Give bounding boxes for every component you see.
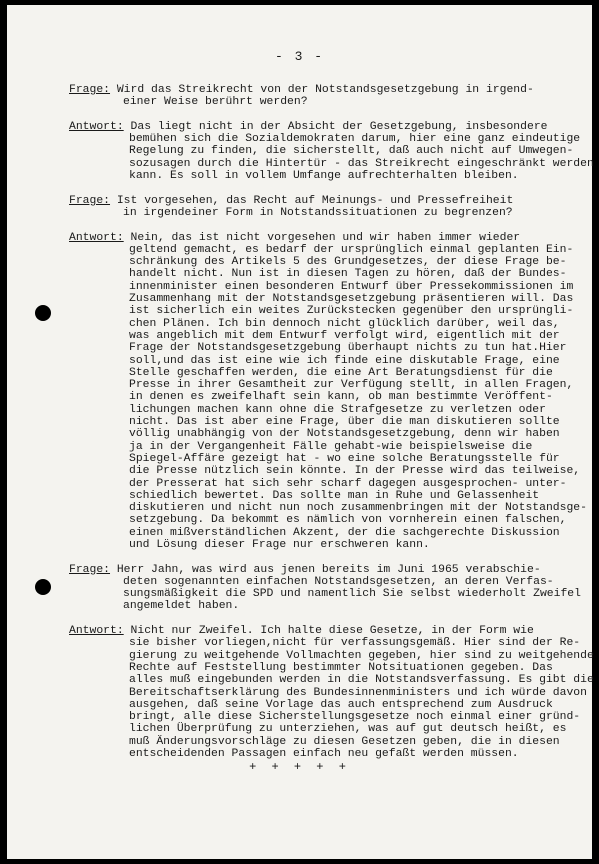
text-line: lichen Überprüfung zu unterziehen, was auf gut deutsch heißt, es xyxy=(129,723,567,736)
line-text: Das liegt nicht in der Absicht der Gesetzgebung, insbesondere xyxy=(123,120,548,133)
text-line: in denen es zweifelhaft sein kann, ob man bestimmte Veröffent- xyxy=(129,391,553,404)
first-line xyxy=(69,195,569,207)
text-line: Bereitschaftserklärung des Bundesinnenministers und ich würde davon xyxy=(129,686,587,699)
text-line: innenminister einen besonderen Entwurf über Pressekommissionen im xyxy=(129,280,574,293)
question-block xyxy=(69,84,569,109)
first-line xyxy=(69,121,569,133)
text-line: Regelung zu finden, die sicherstellt, daß auch nicht auf Umwegen- xyxy=(129,145,574,158)
question-block xyxy=(69,195,569,220)
text-line: soll,und das ist eine wie ich finde eine diskutable Frage, eine xyxy=(129,354,560,367)
text-line: alles muß eingebunden werden in die Notstandsverfassung. Es gibt die xyxy=(129,674,594,687)
text-line: gierung zu weitgehende Vollmachten gegeben, hier sind zu weitgehende xyxy=(129,649,594,662)
text-line: völlig unabhängig von der Notstandsgesetzgebung, denn wir haben xyxy=(129,428,560,441)
text-line: und Lösung dieser Frage nur erschweren kann. xyxy=(129,538,430,551)
text-line: deten sogenannten einfachen Notstandsgesetzen, an deren Verfas- xyxy=(123,575,554,588)
text-line: handelt nicht. Nun ist in diesen Tagen zu hören, daß der Bundes- xyxy=(129,268,567,281)
text-line: entscheidenden Passagen einfach neu gefaßt werden müssen. xyxy=(129,748,519,761)
question-label: Frage: xyxy=(69,563,111,576)
punch-hole-bottom xyxy=(35,579,51,595)
line-text: Wird das Streikrecht von der Notstandsgesetzgebung in irgend- xyxy=(110,84,534,96)
text-line: sungsmäßigkeit die SPD und namentlich Sie selbst wiederholt Zweifel xyxy=(123,588,581,601)
answer-block xyxy=(69,231,587,552)
text-line: schränkung des Artikels 5 des Grundgesetzes, der diese Frage be- xyxy=(129,256,567,269)
text-line: in irgendeiner Form in Notstandssituationen zu begrenzen? xyxy=(123,206,513,219)
text-line: lichungen machen kann ohne die Strafgesetze zu verletzen oder xyxy=(129,403,546,416)
text-line: sie bisher vorliegen,nicht für verfassungsgemäß. Hier sind der Re- xyxy=(129,637,581,650)
first-line xyxy=(69,84,569,96)
first-line xyxy=(69,232,569,244)
text-line: bemühen sich die Sozialdemokraten darum, hier eine ganz eindeutige xyxy=(129,133,581,146)
question-label: Frage: xyxy=(69,84,111,96)
page-number: - 3 - xyxy=(274,49,324,64)
text-line: kann. Es soll in vollem Umfange aufrechterhalten bleiben. xyxy=(129,170,519,183)
text-line: chen Plänen. Ich bin dennoch nicht glücklich darüber, weil das, xyxy=(129,317,560,330)
line-text: Nicht nur Zweifel. Ich halte diese Gesetze, in der Form wie xyxy=(123,625,534,638)
document-page xyxy=(7,5,592,859)
question-label: Frage: xyxy=(69,194,111,207)
text-line: Presse in ihrer Gesamtheit zur Verfügung stellt, in allen Fragen, xyxy=(129,379,574,392)
answer-block xyxy=(69,120,594,183)
answer-label: Antwort: xyxy=(69,120,124,133)
text-line: Rechte auf Feststellung bestimmter Notsituationen gegeben. Das xyxy=(129,661,553,674)
text-line: bringt, alle diese Sicherstellungsgesetze noch einmal einer gründ- xyxy=(129,711,581,724)
first-line xyxy=(69,564,569,576)
text-line: sozusagen durch die Hintertür - das Streikrecht eingeschränkt werden xyxy=(129,157,594,170)
first-line xyxy=(69,625,569,637)
interview-text xyxy=(69,84,594,773)
text-line: muß Änderungsvorschläge zu diesen Gesetzen geben, die in diesen xyxy=(129,735,560,748)
punch-hole-top xyxy=(35,305,51,321)
text-line: ja in der Vergangenheit Fälle gehabt-wie beispielsweise die xyxy=(129,440,533,453)
end-mark: + + + + + xyxy=(249,760,350,774)
text-line: geltend gemacht, es bedarf der ursprünglich einmal geplanten Ein- xyxy=(129,243,574,256)
text-line: setzgebung. Da bekommt es nämlich von vornherein einen falschen, xyxy=(129,514,567,527)
line-text: Nein, das ist nicht vorgesehen und wir haben immer wieder xyxy=(123,231,521,244)
text-line: nicht. Das ist aber eine Frage, über die man diskutieren sollte xyxy=(129,416,560,429)
text-line: Frage der Notstandsgesetzgebung überhaupt nichts zu tun hat.Hier xyxy=(129,342,567,355)
answer-label: Antwort: xyxy=(69,231,124,244)
text-line: der Presserat hat sich sehr scharf dagegen ausgesprochen- unter- xyxy=(129,477,567,490)
answer-label: Antwort: xyxy=(69,625,124,638)
text-line: ausgehen, daß seine Vorlage das auch entsprechend zum Ausdruck xyxy=(129,698,553,711)
answer-block xyxy=(69,625,594,761)
text-line: Zusammenhang mit der Notstandsgesetzgebung präsentieren will. Das xyxy=(129,293,574,306)
text-line: einen mißverständlichen Akzent, der die sachgerechte Diskussion xyxy=(129,526,560,539)
question-block xyxy=(69,563,581,613)
text-line: ist sicherlich ein weites Zurückstecken gegenüber den ursprüngli- xyxy=(129,305,574,318)
text-line: angemeldet haben. xyxy=(123,600,240,613)
text-line: die Presse nützlich sein könnte. In der Presse wird das teilweise, xyxy=(129,465,581,478)
text-line: einer Weise berührt werden? xyxy=(123,96,308,109)
line-text: Herr Jahn, was wird aus jenen bereits im Juni 1965 verabschie- xyxy=(110,563,541,576)
text-line: schiedlich bewertet. Das sollte man in Ruhe und Gelassenheit xyxy=(129,489,540,502)
text-line: Spiegel-Affäre gezeigt hat - wo eine solche Beratungsstelle für xyxy=(129,452,560,465)
text-line: diskutieren und nicht nun noch zusammenbringen mit der Notstandsge- xyxy=(129,502,587,515)
text-line: Stelle geschaffen werden, die eine Art Beratungsdienst für die xyxy=(129,366,553,379)
line-text: Ist vorgesehen, das Recht auf Meinungs- und Pressefreiheit xyxy=(110,194,514,207)
text-line: was angeblich mit dem Entwurf verfolgt wird, eigentlich mit der xyxy=(129,329,560,342)
